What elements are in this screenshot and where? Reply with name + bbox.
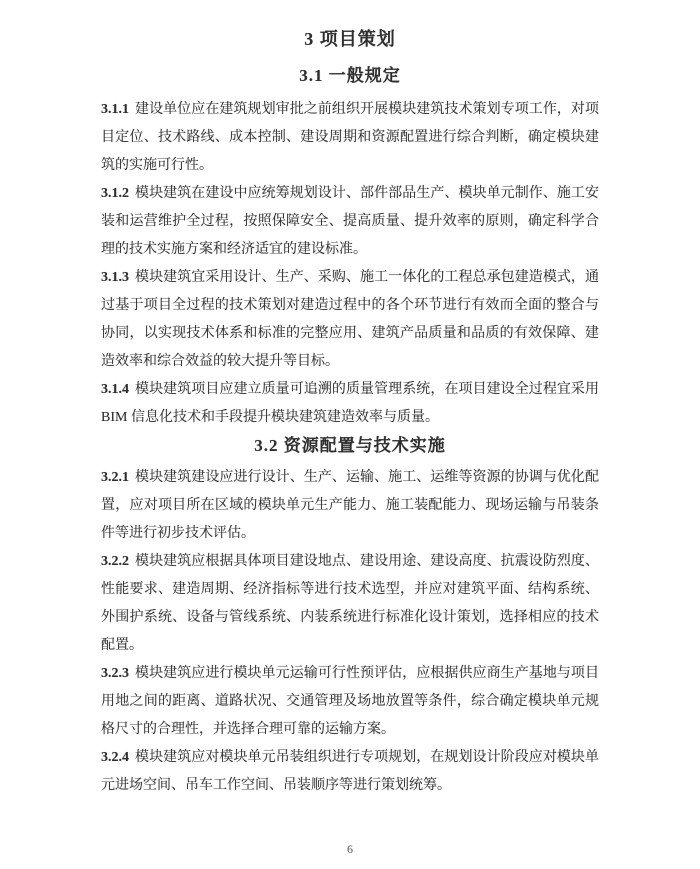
section-heading-3-2: 3.2 资源配置与技术实施	[254, 436, 446, 455]
clause-number: 3.1.4	[101, 382, 129, 397]
clause-text: 模块建筑项目应建立质量可追溯的质量管理系统，在项目建设全过程宜采用 BIM 信息化技术和手段提升模块建筑建造效率与质量。	[101, 382, 599, 425]
clause-text: 模块建筑应根据具体项目建设地点、建设用途、建设高度、抗震设防烈度、性能要求、建造周期、经济指标等进行技术选型，并应对建筑平面、结构系统、外围护系统、设备与管线系统、内装系统进行标准化设计策划，选择相应的技术配置。	[101, 554, 599, 653]
clause-3-2-3	[101, 660, 599, 744]
clause-text: 模块建筑宜采用设计、生产、采购、施工一体化的工程总承包建造模式，通过基于项目全过程的技术策划对建造过程中的各个环节进行有效而全面的整合与协同，以实现技术体系和标准的完整应用、建筑产品质量和品质的有效保障、建造效率和综合效益的较大提升等目标。	[101, 270, 599, 369]
page-number: 6	[347, 842, 353, 856]
clause-number: 3.1.2	[101, 186, 129, 201]
clause-number: 3.2.4	[101, 750, 129, 765]
clause-text: 模块建筑在建设中应统筹规划设计、部件部品生产、模块单元制作、施工安装和运营维护全过程，按照保障安全、提高质量、提升效率的原则，确定科学合理的技术实施方案和经济适宜的建设标准。	[101, 186, 599, 257]
clause-3-2-2	[101, 548, 599, 660]
clause-text: 模块建筑建设应进行设计、生产、运输、施工、运维等资源的协调与优化配置，应对项目所在区域的模块单元生产能力、施工装配能力、现场运输与吊装条件等进行初步技术评估。	[101, 470, 599, 541]
section-heading-3-1: 3.1 一般规定	[299, 66, 401, 85]
clause-3-1-4	[101, 376, 599, 432]
chapter-title: 3 项目策划	[304, 29, 396, 49]
clause-number: 3.2.3	[101, 666, 129, 681]
clause-3-1-3	[101, 264, 599, 376]
clause-number: 3.2.2	[101, 554, 129, 569]
clause-3-1-1	[101, 96, 599, 180]
clause-3-1-2	[101, 180, 599, 264]
clause-number: 3.1.3	[101, 270, 129, 285]
clause-text: 模块建筑应对模块单元吊装组织进行专项规划，在规划设计阶段应对模块单元进场空间、吊车工作空间、吊装顺序等进行策划统筹。	[101, 750, 599, 793]
clause-text: 建设单位应在建筑规划审批之前组织开展模块建筑技术策划专项工作，对项目定位、技术路线、成本控制、建设周期和资源配置进行综合判断，确定模块建筑的实施可行性。	[101, 102, 599, 173]
clause-number: 3.1.1	[101, 102, 129, 117]
clause-3-2-4	[101, 744, 599, 800]
clause-text: 模块建筑应进行模块单元运输可行性预评估，应根据供应商生产基地与项目用地之间的距离、道路状况、交通管理及场地放置等条件，综合确定模块单元规格尺寸的合理性，并选择合理可靠的运输方案。	[101, 666, 599, 737]
clause-3-2-1	[101, 464, 599, 548]
clause-number: 3.2.1	[101, 470, 129, 485]
